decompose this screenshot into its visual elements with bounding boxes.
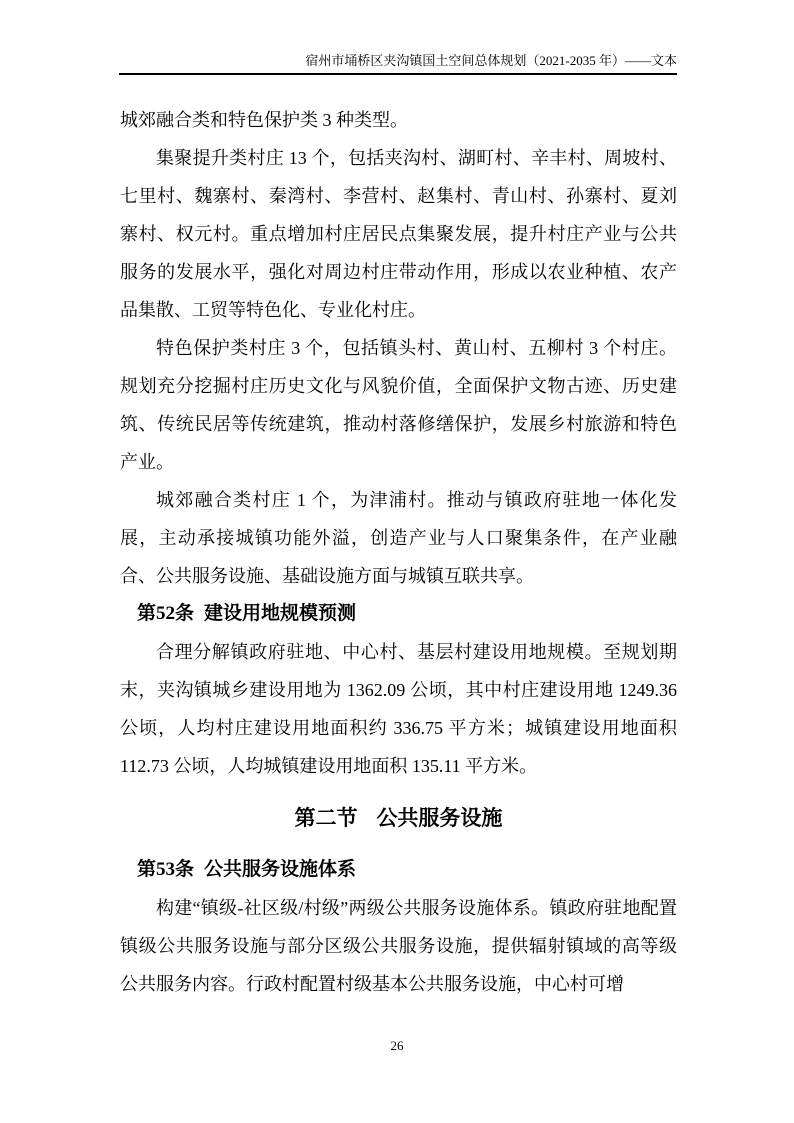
section-heading bbox=[120, 799, 677, 837]
document-body bbox=[120, 101, 677, 1003]
article-heading-53 bbox=[120, 851, 677, 889]
article-number: 第53条 bbox=[137, 859, 195, 880]
article-title: 建设用地规模预测 bbox=[204, 603, 357, 624]
paragraph-cluster-villages: 集聚提升类村庄 13 个，包括夹沟村、湖町村、辛丰村、周坡村、七里村、魏寨村、秦湾村、李营村、赵集村、青山村、孙寨村、夏刘寨村、权元村。重点增加村庄居民点集聚发展，提升村庄产业与公共服务的发展水平，强化对周边村庄带动作用，形成以农业种植、农产品集散、工贸等特色化、专业化村庄。 bbox=[120, 148, 677, 320]
article-heading-52 bbox=[120, 595, 677, 633]
paragraph-suburban-villages: 城郊融合类村庄 1 个，为津浦村。推动与镇政府驻地一体化发展，主动承接城镇功能外溢，创造产业与人口聚集条件，在产业融合、公共服务设施、基础设施方面与城镇互联共享。 bbox=[120, 490, 677, 586]
article-number: 第52条 bbox=[137, 603, 195, 624]
page-footer bbox=[0, 1038, 794, 1054]
page-header bbox=[119, 52, 677, 75]
section-title: 公共服务设施 bbox=[376, 806, 503, 830]
paragraph-protected-villages: 特色保护类村庄 3 个，包括镇头村、黄山村、五柳村 3 个村庄。规划充分挖掘村庄历史文化与风貌价值，全面保护文物古迹、历史建筑、传统民居等传统建筑，推动村落修缮保护，发展乡村旅游和特色产业。 bbox=[120, 338, 677, 472]
page-number: 26 bbox=[390, 1038, 404, 1053]
paragraph-continued: 城郊融合类和特色保护类 3 种类型。 bbox=[120, 110, 408, 130]
section-number: 第二节 bbox=[294, 806, 358, 830]
paragraph-public-service: 构建“镇级-社区级/村级”两级公共服务设施体系。镇政府驻地配置镇级公共服务设施与部分区级公共服务设施，提供辐射镇域的高等级公共服务内容。行政村配置村级基本公共服务设施，中心村可增 bbox=[120, 898, 677, 994]
article-title: 公共服务设施体系 bbox=[204, 859, 357, 880]
header-title: 宿州市埇桥区夹沟镇国土空间总体规划（2021-2035 年）——文本 bbox=[305, 53, 677, 68]
paragraph-land-scale: 合理分解镇政府驻地、中心村、基层村建设用地规模。至规划期末，夹沟镇城乡建设用地为 1362.09 公顷，其中村庄建设用地 1249.36 公顷，人均村庄建设用地面积约 336.75 平方米；城镇建设用地面积 112.73 公顷，人均城镇建设用地面积 135.11 平方米。 bbox=[120, 642, 677, 776]
